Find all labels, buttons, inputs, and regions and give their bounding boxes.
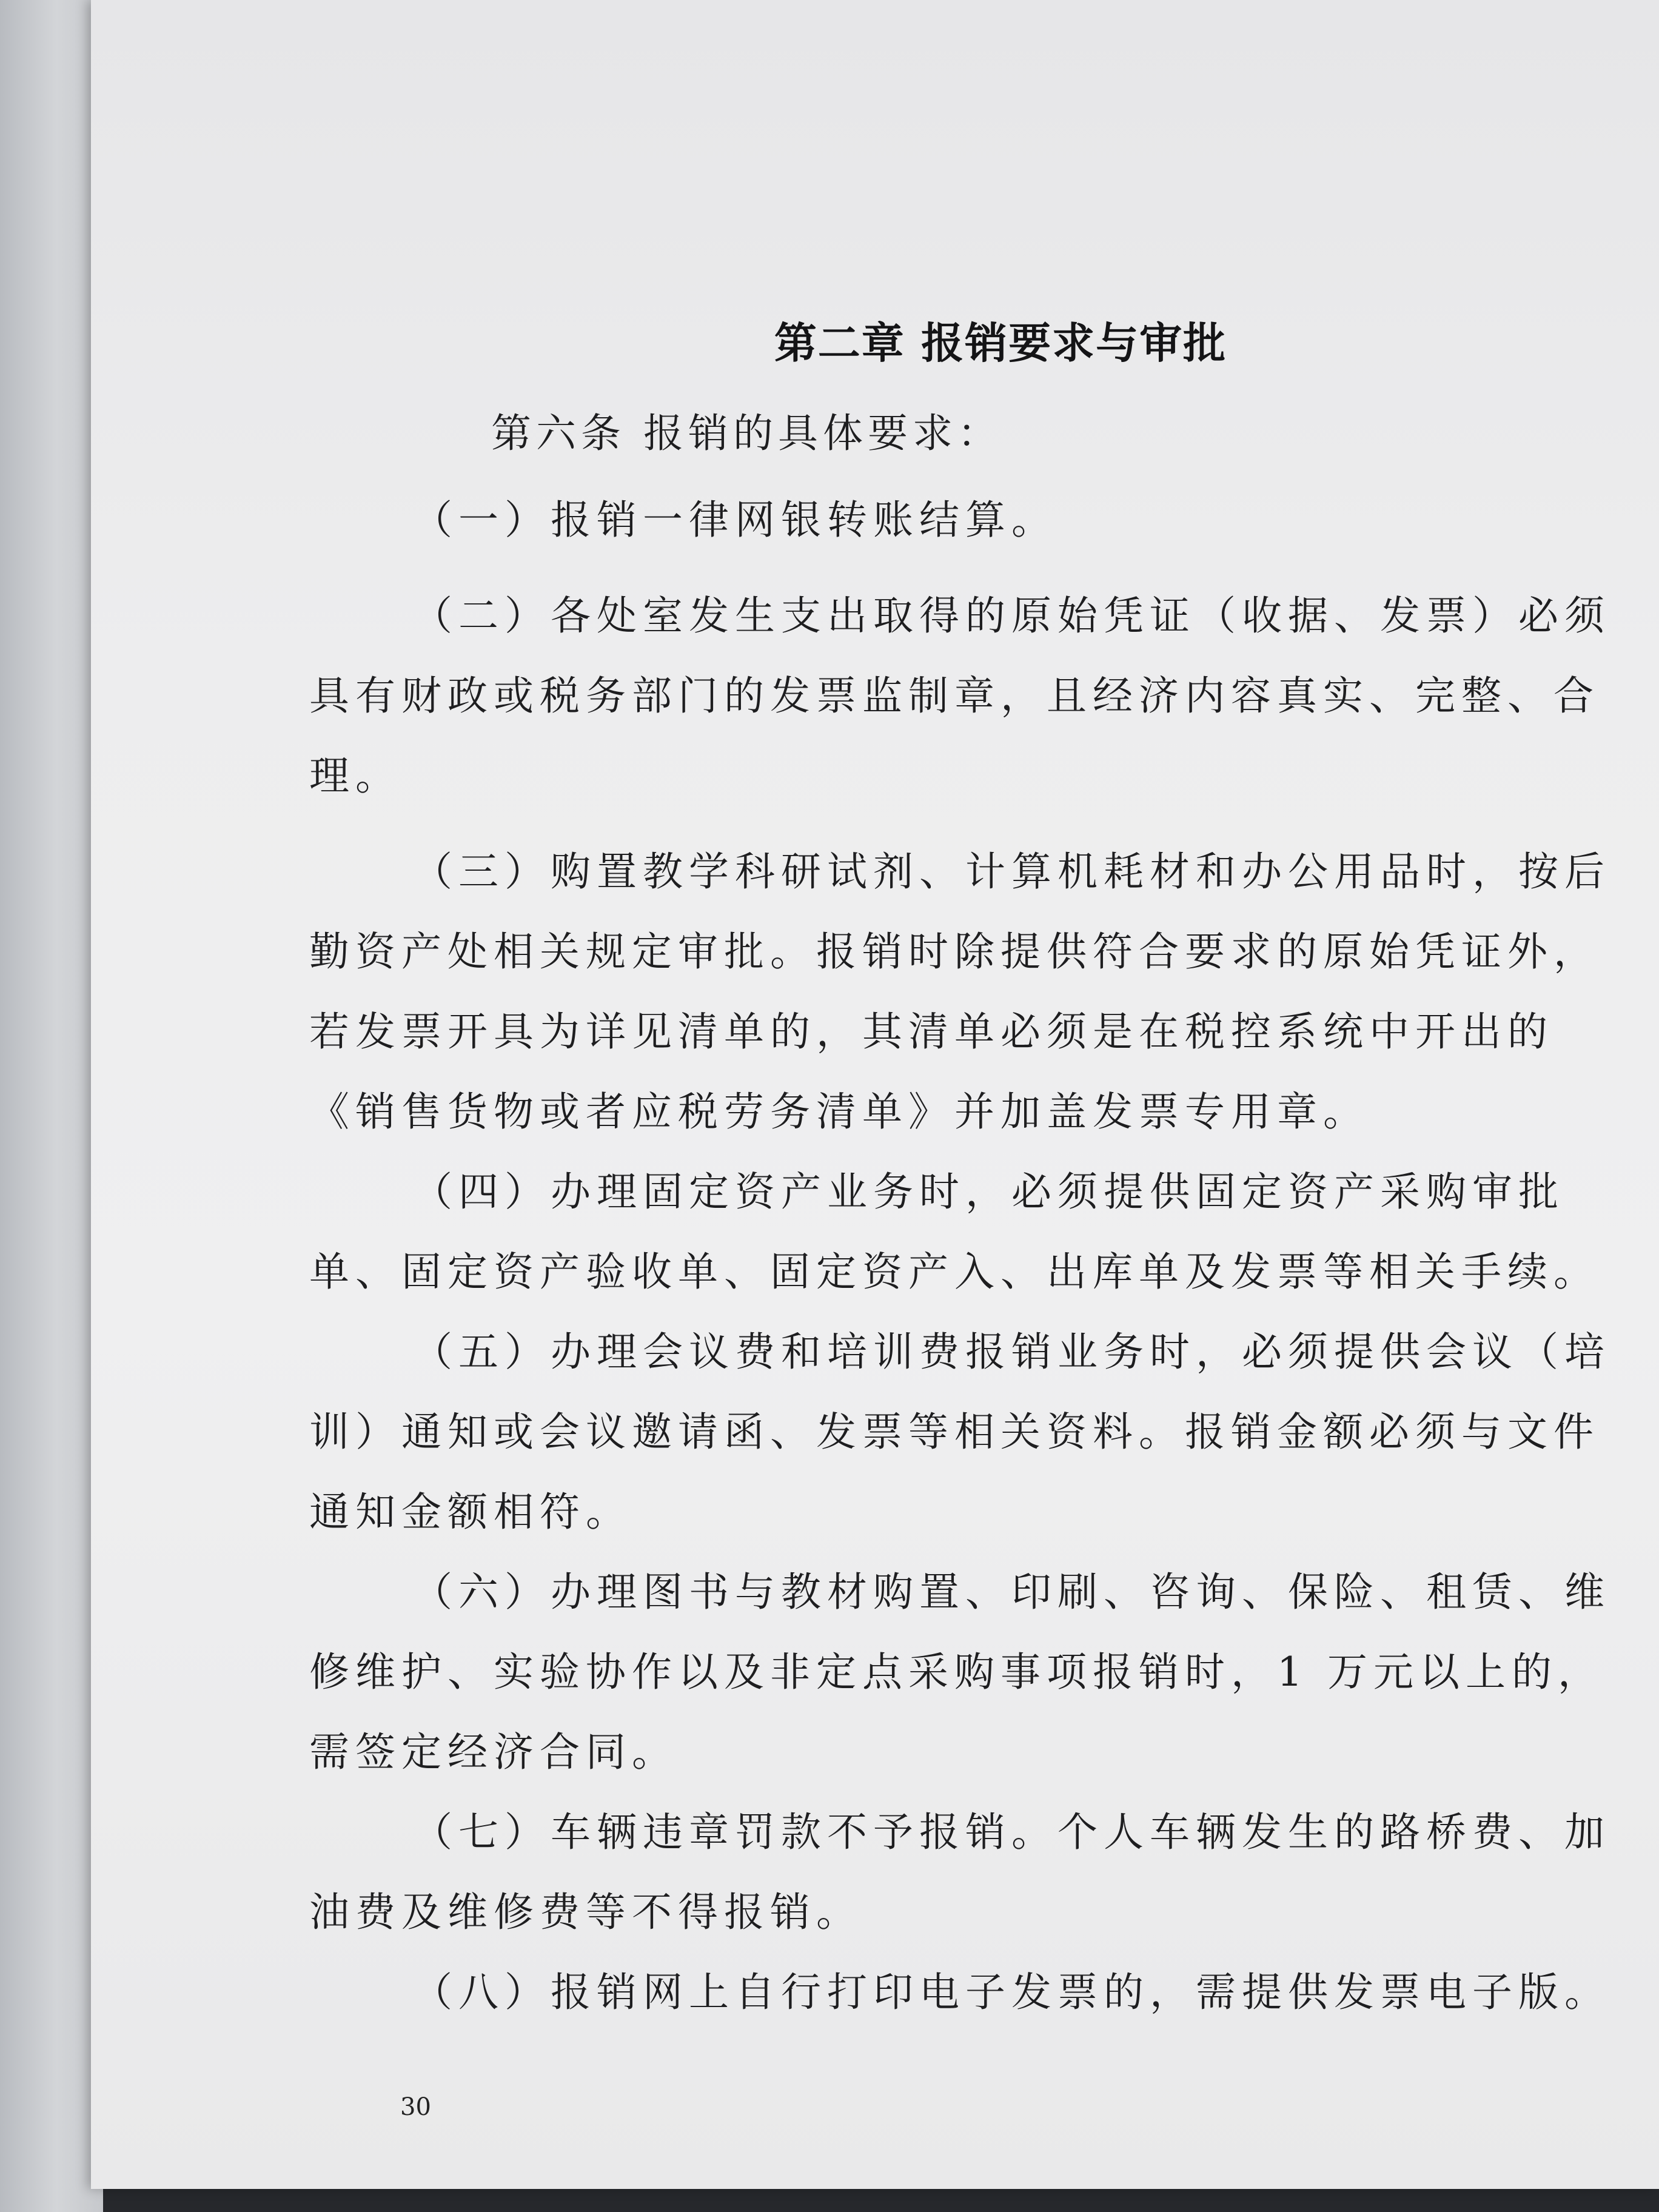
list-item: （八）报销网上自行打印电子发票的，需提供发票电子版。 [412,1969,1610,2016]
adjacent-page-edge [0,0,103,2212]
list-item: （六）办理图书与教材购置、印刷、咨询、保险、租赁、维修维护、实验协作以及非定点采购事项报销时，1 万元以上的，需签定经济合同。 [309,1569,1610,1775]
list-item: （一）报销一律网银转账结算。 [412,497,1057,543]
page-number: 30 [400,2093,431,2121]
list-item: （四）办理固定资产业务时，必须提供固定资产采购审批单、固定资产验收单、固定资产入、出库单及发票等相关手续。 [309,1168,1600,1295]
document-page [91,0,1659,2189]
list-item: （三）购置教学科研试剂、计算机耗材和办公用品时，按后勤资产处相关规定审批。报销时除提供符合要求的原始凭证外，若发票开具为详见清单的，其清单必须是在税控系统中开出的《销售货物或者应税劳务清单》并加盖发票专用章。 [309,848,1610,1135]
article-heading: 第六条 报销的具体要求： [491,410,1002,457]
list-item: （五）办理会议费和培训费报销业务时，必须提供会议（培训）通知或会议邀请函、发票等相关资料。报销金额必须与文件通知金额相符。 [309,1329,1610,1535]
list-item: （七）车辆违章罚款不予报销。个人车辆发生的路桥费、加油费及维修费等不得报销。 [309,1809,1610,1936]
list-item: （二）各处室发生支出取得的原始凭证（收据、发票）必须具有财政或税务部门的发票监制章，且经济内容真实、完整、合理。 [309,592,1610,799]
chapter-title: 第二章 报销要求与审批 [774,318,1227,368]
page-content [309,285,1613,2033]
